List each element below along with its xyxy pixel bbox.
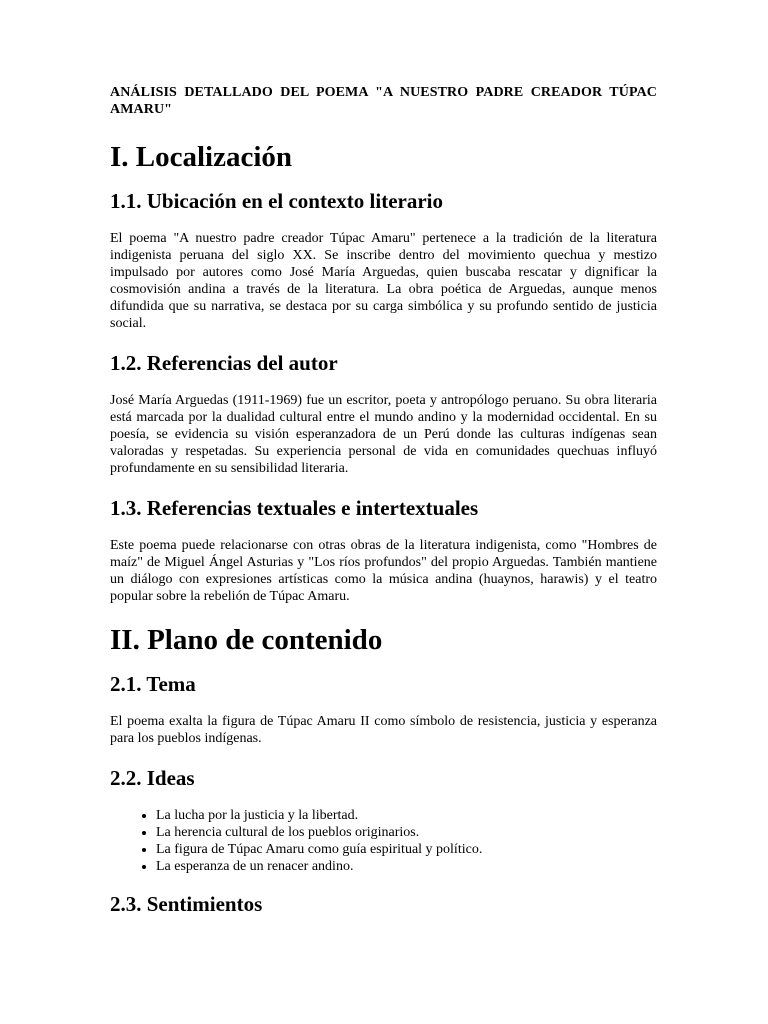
list-item: • La herencia cultural de los pueblos originarios. — [156, 824, 657, 841]
paragraph-referencias-textuales: Este poema puede relacionarse con otras obras de la literatura indigenista, como "Hombres de maíz" de Miguel Ángel Asturias y "Los ríos profundos" del propio Arguedas. También mantiene un diálogo con expresiones artísticas como la música andina (huaynos, harawis) y el teatro popular sobre la rebelión de Túpac Amaru. — [110, 538, 657, 604]
paragraph-referencias-autor: José María Arguedas (1911-1969) fue un escritor, poeta y antropólogo peruano. Su obra literaria está marcada por la dualidad cultural entre el mundo andino y la modernidad occidental. En su poesía, se evidencia su visión esperanzadora de un Perú donde las culturas indígenas sean valoradas y respetadas. Su experiencia personal de vida en comunidades quechuas influyó profundamente en su sensibilidad literaria. — [110, 393, 657, 476]
paragraph-ubicacion: El poema "A nuestro padre creador Túpac Amaru" pertenece a la tradición de la literatura indigenista peruana del siglo XX. Se inscribe dentro del movimiento quechua y mestizo impulsado por autores como José María Arguedas, quien buscaba rescatar y dignificar la cosmovisión andina a través de la literatura. La obra poética de Arguedas, aunque menos difundida que su narrativa, se destaca por su carga simbólica y su profundo sentido de justicia social. — [110, 231, 657, 331]
list-item: • La lucha por la justicia y la libertad. — [156, 807, 657, 824]
subsection-heading-referencias-textuales: 1.3. Referencias textuales e intertextuales — [110, 496, 479, 520]
subsection-heading-ubicacion: 1.1. Ubicación en el contexto literario — [110, 189, 444, 213]
section-heading-plano-contenido: II. Plano de contenido — [110, 624, 383, 656]
section-heading-localizacion: I. Localización — [110, 141, 293, 173]
document-page — [110, 84, 657, 933]
paragraph-tema: El poema exalta la figura de Túpac Amaru II como símbolo de resistencia, justicia y esperanza para los pueblos indígenas. — [110, 714, 657, 746]
list-item: • La figura de Túpac Amaru como guía espiritual y político. — [156, 841, 657, 858]
list-item: • La esperanza de un renacer andino. — [156, 858, 657, 875]
subsection-heading-ideas: 2.2. Ideas — [110, 766, 195, 790]
subsection-heading-tema: 2.1. Tema — [110, 672, 196, 696]
subsection-heading-referencias-autor: 1.2. Referencias del autor — [110, 351, 338, 375]
document-title: ANÁLISIS DETALLADO DEL POEMA "A NUESTRO PADRE CREADOR TÚPAC AMARU" — [110, 85, 657, 117]
subsection-heading-sentimientos: 2.3. Sentimientos — [110, 892, 263, 916]
ideas-list — [110, 807, 657, 875]
